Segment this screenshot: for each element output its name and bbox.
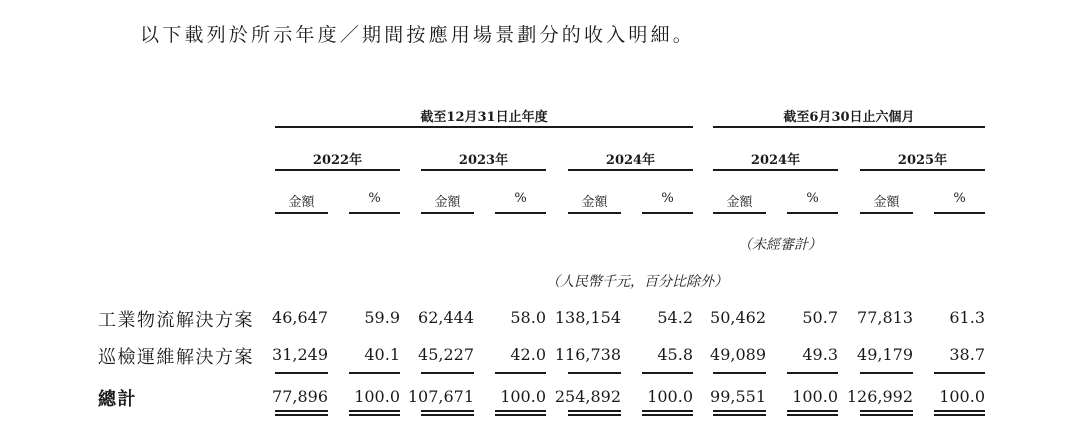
pct-header: % <box>806 191 819 206</box>
total-value: 100.0 <box>647 387 693 406</box>
total-double-underline <box>421 410 474 416</box>
year-header-2025-interim: 2025年 <box>897 153 948 168</box>
subheader-underline <box>568 212 621 214</box>
cell-value: 49,179 <box>857 345 913 364</box>
total-double-underline <box>275 410 328 416</box>
cell-value: 45,227 <box>418 345 474 364</box>
total-value: 107,671 <box>407 387 474 406</box>
subheader-underline <box>713 212 766 214</box>
cell-value: 50,462 <box>710 308 766 327</box>
total-double-underline <box>934 410 985 416</box>
year-underline <box>275 169 400 171</box>
cell-value: 31,249 <box>272 345 328 364</box>
cell-value: 58.0 <box>510 308 546 327</box>
total-value: 100.0 <box>354 387 400 406</box>
total-value: 77,896 <box>272 387 328 406</box>
unit-note: （人民幣千元，百分比除外） <box>546 274 728 290</box>
cell-value: 42.0 <box>510 345 546 364</box>
subheader-underline <box>787 212 838 214</box>
year-header-2024-interim: 2024年 <box>750 153 801 168</box>
cell-value: 45.8 <box>657 345 693 364</box>
subheader-underline <box>421 212 474 214</box>
cell-value: 61.3 <box>949 308 985 327</box>
total-double-underline <box>495 410 546 416</box>
total-value: 100.0 <box>792 387 838 406</box>
total-double-underline <box>568 410 621 416</box>
subtotal-line <box>421 372 474 374</box>
cell-value: 46,647 <box>272 308 328 327</box>
cell-value: 38.7 <box>949 345 985 364</box>
subheader-underline <box>275 212 328 214</box>
cell-value: 49.3 <box>802 345 838 364</box>
subheader-underline <box>860 212 913 214</box>
subtotal-line <box>275 372 328 374</box>
total-double-underline <box>642 410 693 416</box>
total-value: 100.0 <box>500 387 546 406</box>
row-label-industrial-logistics: 工業物流解決方案 <box>98 310 254 331</box>
pct-header: % <box>368 191 381 206</box>
group-header-six-months: 截至6月30日止六個月 <box>783 110 915 125</box>
year-header-2024: 2024年 <box>605 153 656 168</box>
subheader-underline <box>349 212 400 214</box>
total-double-underline <box>713 410 766 416</box>
amount-header: 金額 <box>581 195 608 210</box>
subheader-underline <box>642 212 693 214</box>
year-underline <box>568 169 693 171</box>
subtotal-line <box>713 372 766 374</box>
subtotal-line <box>787 372 838 374</box>
subheader-underline <box>934 212 985 214</box>
subtotal-line <box>860 372 913 374</box>
cell-value: 59.9 <box>364 308 400 327</box>
cell-value: 50.7 <box>802 308 838 327</box>
cell-value: 116,738 <box>554 345 621 364</box>
pct-header: % <box>953 191 966 206</box>
total-double-underline <box>787 410 838 416</box>
subtotal-line <box>642 372 693 374</box>
subtotal-line <box>568 372 621 374</box>
cell-value: 77,813 <box>857 308 913 327</box>
amount-header: 金額 <box>434 195 461 210</box>
subheader-underline <box>495 212 546 214</box>
subtotal-line <box>349 372 400 374</box>
year-header-2023: 2023年 <box>458 153 509 168</box>
unaudited-note: （未經審計） <box>738 237 822 253</box>
cell-value: 40.1 <box>364 345 400 364</box>
cell-value: 138,154 <box>554 308 621 327</box>
pct-header: % <box>514 191 527 206</box>
amount-header: 金額 <box>873 195 900 210</box>
row-label-inspection-maintenance: 巡檢運維解決方案 <box>98 347 254 368</box>
cell-value: 49,089 <box>710 345 766 364</box>
year-header-2022: 2022年 <box>312 153 363 168</box>
intro-text: 以下載列於所示年度／期間按應用場景劃分的收入明細。 <box>140 24 696 46</box>
total-value: 100.0 <box>939 387 985 406</box>
year-underline <box>713 169 838 171</box>
total-value: 126,992 <box>846 387 913 406</box>
total-value: 254,892 <box>554 387 621 406</box>
cell-value: 54.2 <box>657 308 693 327</box>
pct-header: % <box>661 191 674 206</box>
group-header-fiscal-year: 截至12月31日止年度 <box>420 110 548 125</box>
group-underline-fiscal-year <box>275 126 693 128</box>
total-double-underline <box>349 410 400 416</box>
total-double-underline <box>860 410 913 416</box>
total-value: 99,551 <box>710 387 766 406</box>
year-underline <box>860 169 985 171</box>
row-label-total: 總計 <box>98 389 137 410</box>
cell-value: 62,444 <box>418 308 474 327</box>
amount-header: 金額 <box>288 195 315 210</box>
group-underline-six-months <box>713 126 985 128</box>
amount-header: 金額 <box>726 195 753 210</box>
subtotal-line <box>495 372 546 374</box>
year-underline <box>421 169 546 171</box>
subtotal-line <box>934 372 985 374</box>
